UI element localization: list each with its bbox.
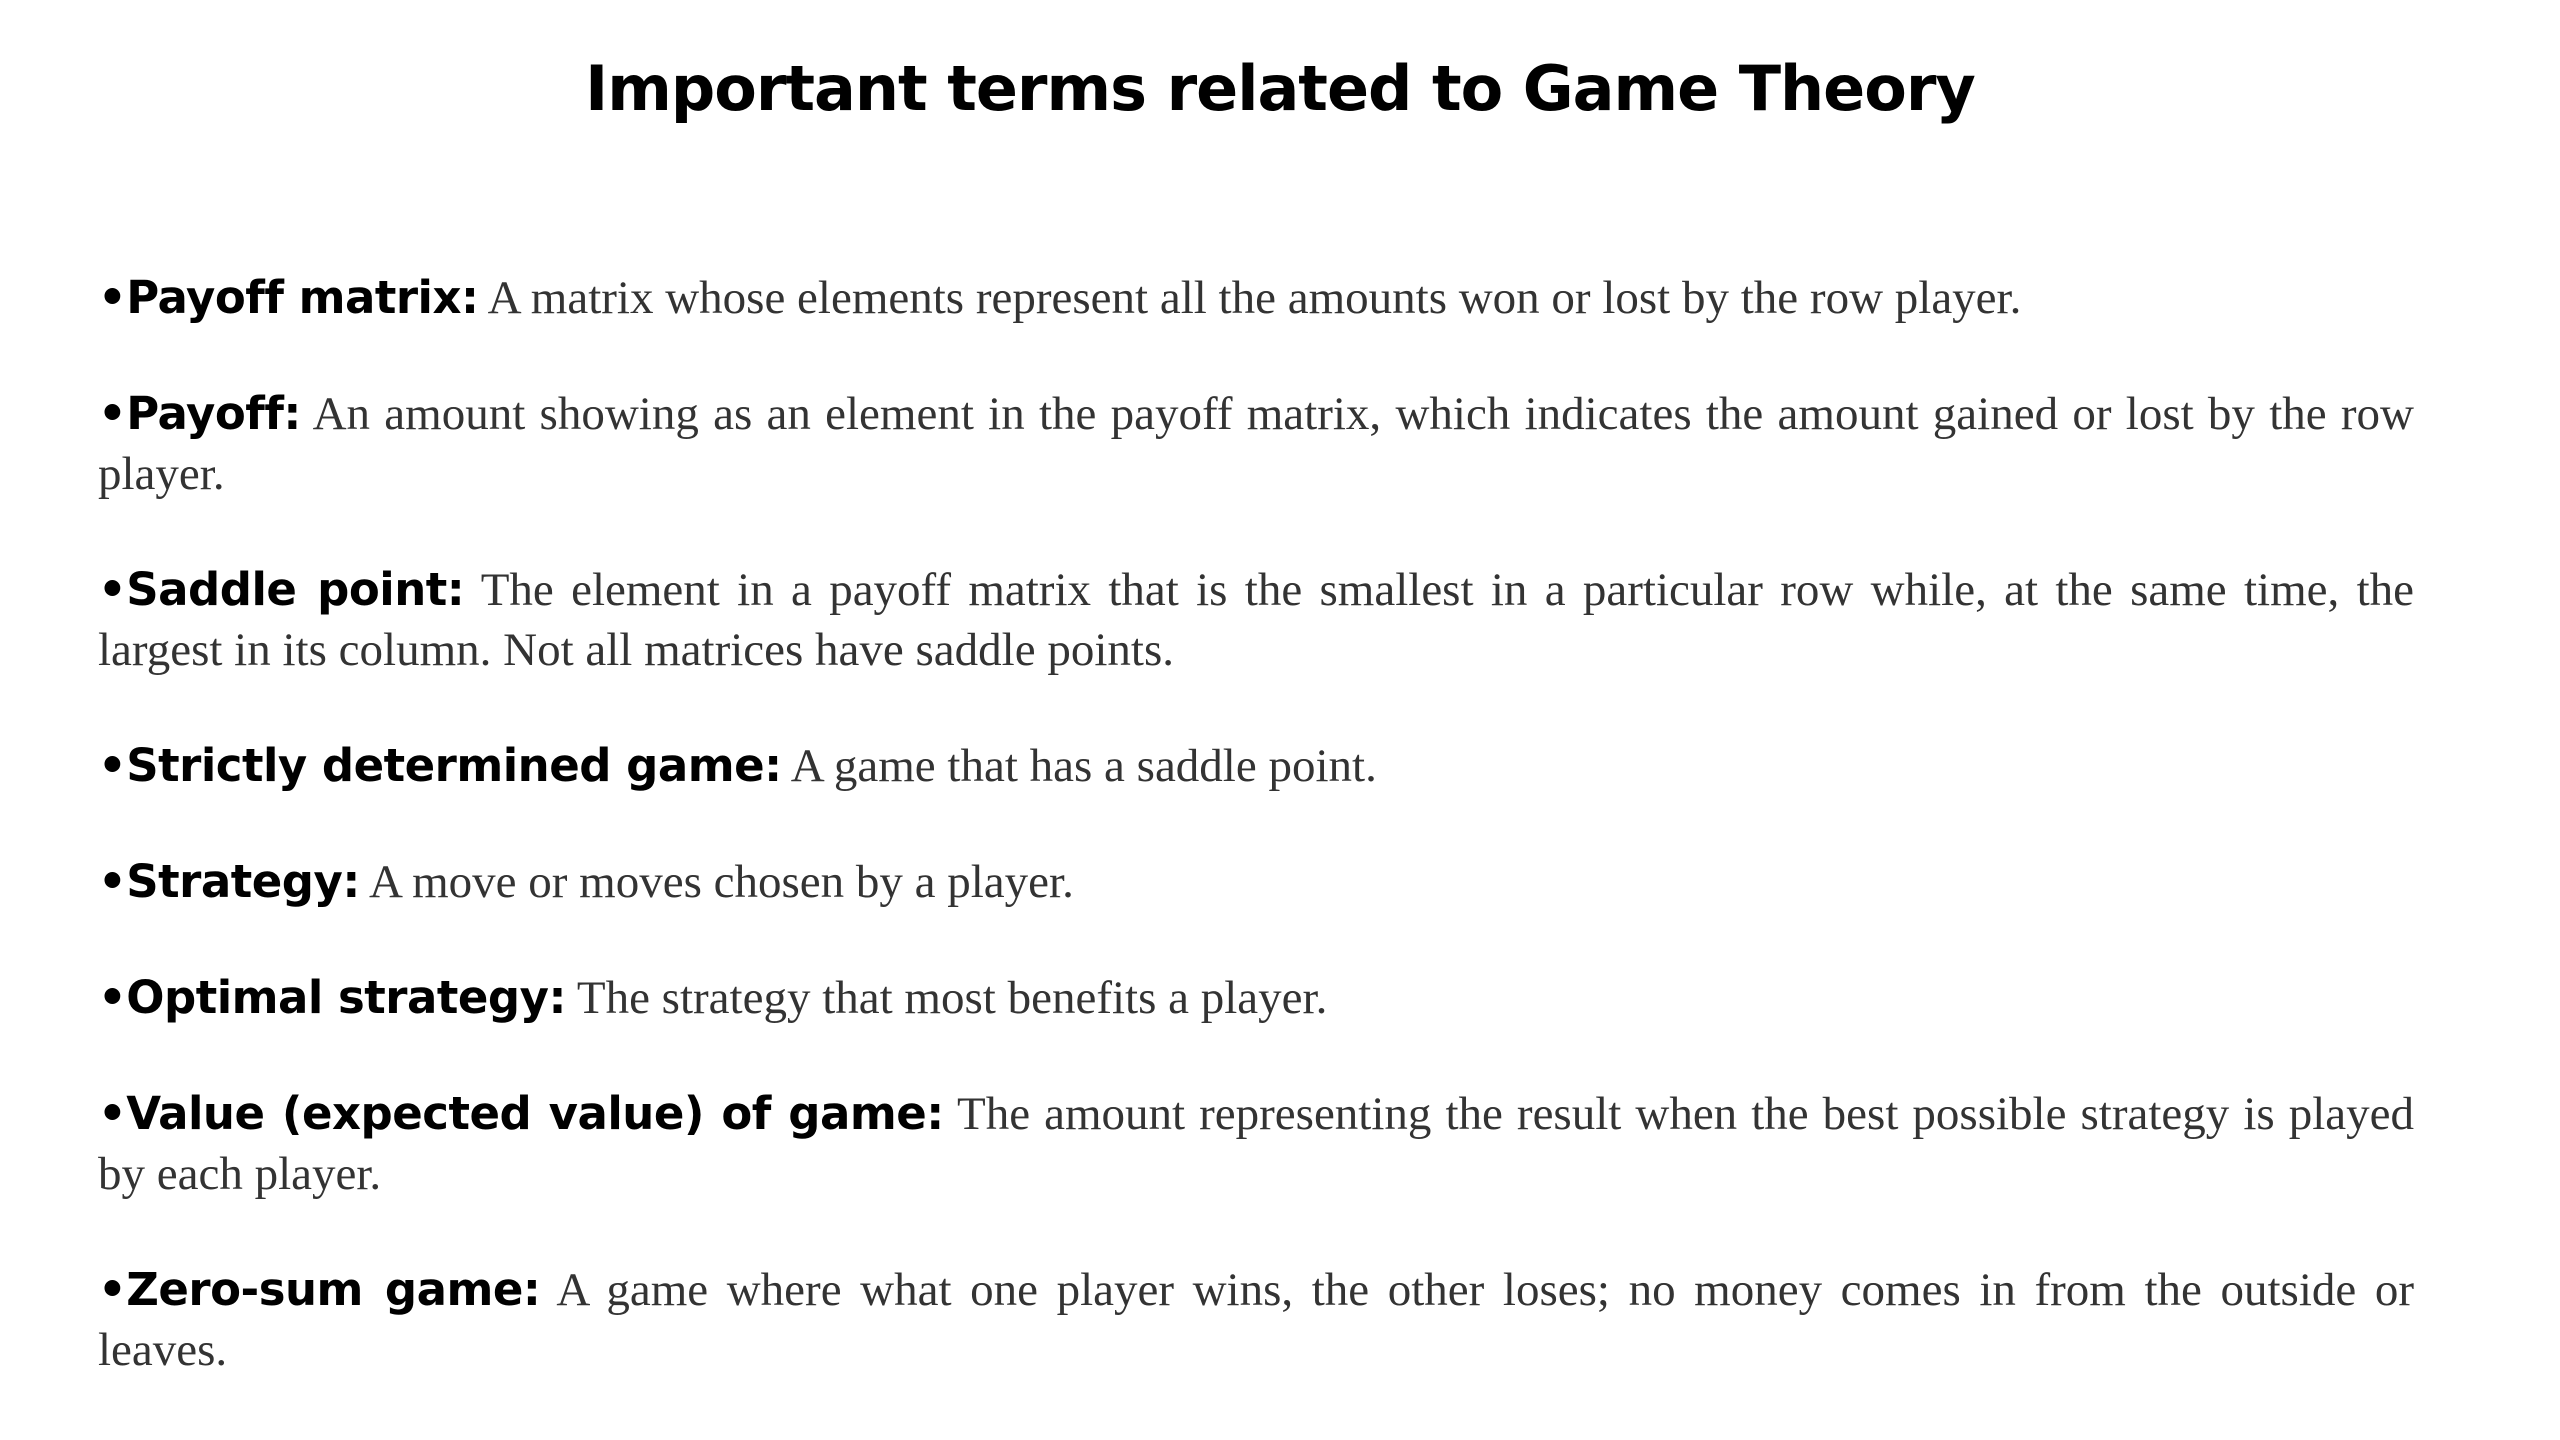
term-strictly-determined-game (98, 736, 2414, 796)
term-bullet: • (98, 739, 127, 792)
term-label: Saddle point: (126, 563, 465, 616)
term-label: Zero-sum game: (126, 1263, 541, 1316)
term-payoff-matrix (98, 268, 2414, 328)
term-definition: The amount representing the result when the best possible strategy is played by each player. (98, 1088, 2415, 1200)
term-saddle-point (98, 560, 2414, 680)
term-label: Strictly determined game: (126, 739, 782, 792)
term-bullet: • (98, 271, 127, 324)
terms-list (98, 268, 2414, 1436)
term-bullet: • (98, 971, 127, 1024)
term-bullet: • (98, 1263, 127, 1316)
term-bullet: • (98, 855, 127, 908)
term-bullet: • (98, 387, 127, 440)
slide-title: Important terms related to Game Theory (585, 52, 1975, 125)
term-zero-sum-game (98, 1260, 2414, 1380)
term-bullet: • (98, 1087, 127, 1140)
term-definition: A move or moves chosen by a player. (369, 856, 1074, 908)
term-label: Value (expected value) of game: (126, 1087, 944, 1140)
term-label: Optimal strategy: (126, 971, 566, 1024)
term-definition: A game where what one player wins, the other loses; no money comes in from the outside or leaves. (98, 1264, 2414, 1376)
term-label: Payoff: (126, 387, 301, 440)
term-label: Payoff matrix: (126, 271, 479, 324)
term-definition: An amount showing as an element in the payoff matrix, which indicates the amount gained or lost by the row player. (98, 388, 2414, 500)
term-bullet: • (98, 563, 127, 616)
term-value-of-game (98, 1084, 2414, 1204)
term-optimal-strategy (98, 968, 2414, 1028)
term-definition: A matrix whose elements represent all the amounts won or lost by the row player. (487, 272, 2022, 324)
term-definition: The element in a payoff matrix that is the smallest in a particular row while, at the same time, the largest in its column. Not all matrices have saddle points. (98, 564, 2414, 676)
term-strategy (98, 852, 2414, 912)
term-label: Strategy: (126, 855, 360, 908)
term-definition: A game that has a saddle point. (790, 740, 1377, 792)
term-definition: The strategy that most benefits a player. (576, 972, 1328, 1024)
term-payoff (98, 384, 2414, 504)
